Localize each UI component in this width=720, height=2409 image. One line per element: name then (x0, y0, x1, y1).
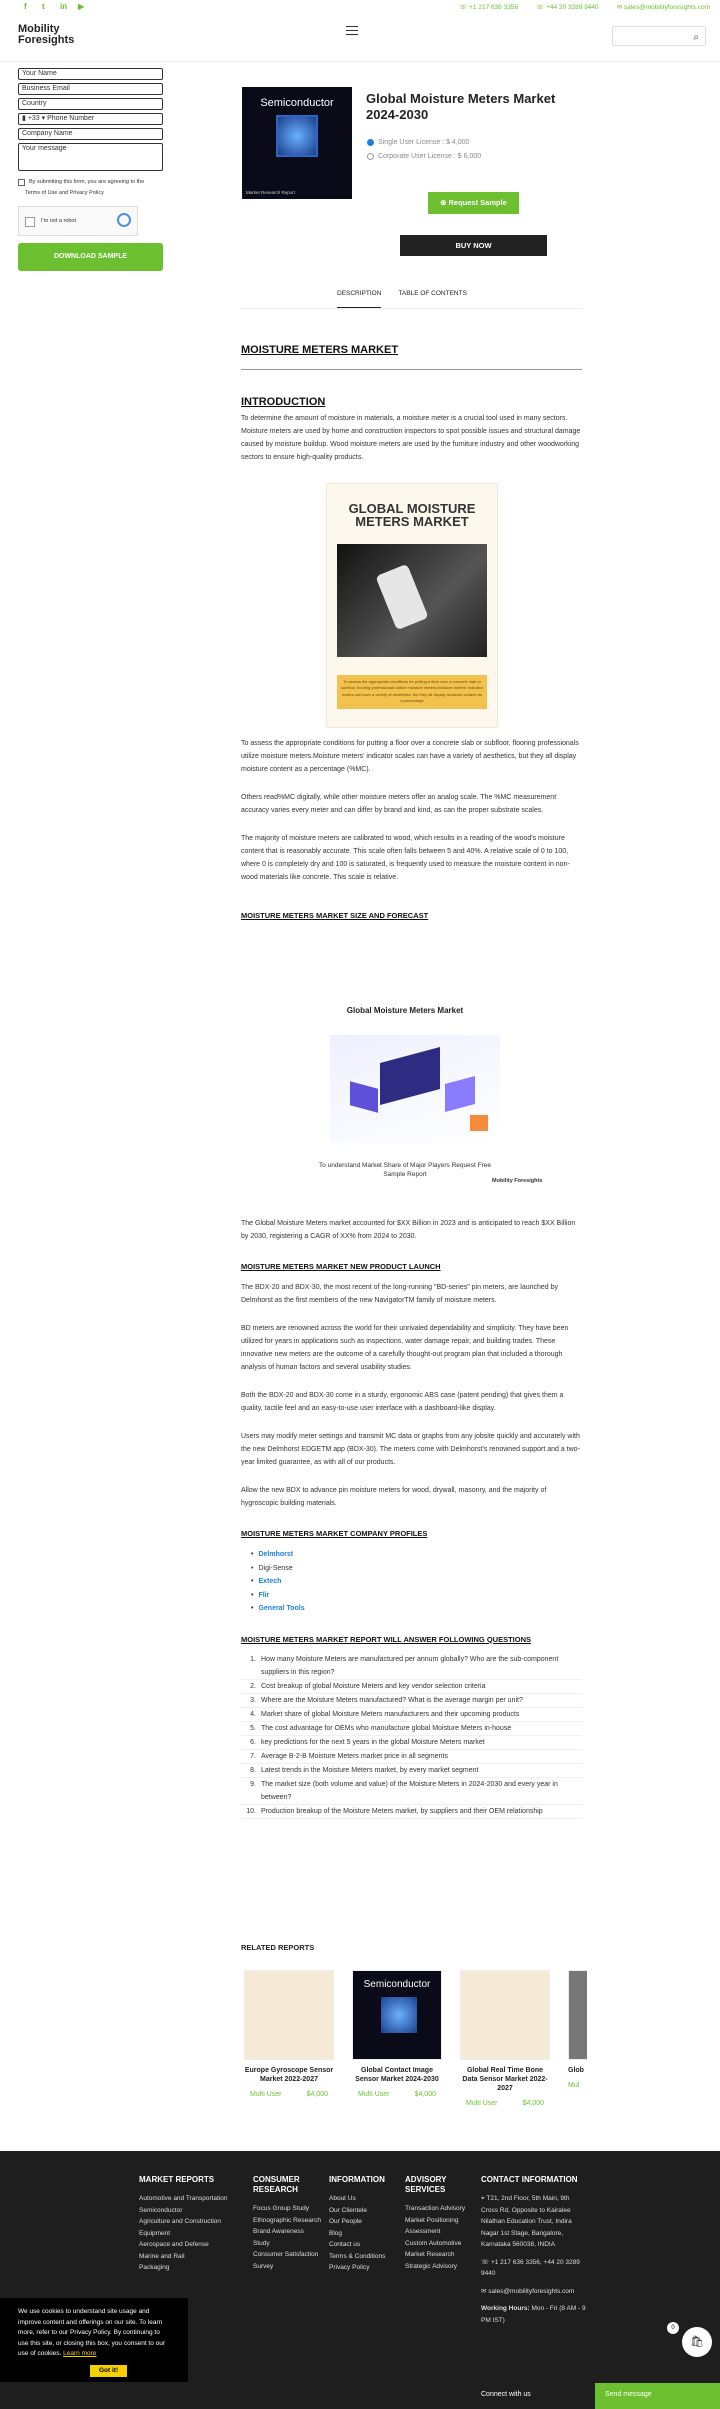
footer-link[interactable]: Aerospace and Defense (139, 2241, 209, 2248)
captcha-checkbox[interactable] (25, 217, 35, 227)
footer-consumer-research (253, 2175, 321, 2272)
paragraph-7: BD meters are renowned across the world for their unrivaled dependability and simplicity. They have been utilized for years in applications such as inspections, water damage repair, and building trades. These innovative new meters are the outcome of a carefully thought-out program plan that included a thorough analysis of human factors and several usability studies. (241, 1325, 569, 1371)
got-it-button[interactable]: Got it! (90, 2365, 127, 2378)
related-title: RELATED REPORTS (241, 1943, 315, 1952)
related-card-name[interactable]: Global Real Time Bone Data Sensor Market 2022-2027 (462, 2067, 548, 2092)
footer-heading: ADVISORY SERVICES (405, 2175, 447, 2194)
chip-icon (276, 115, 318, 157)
related-image-title: Semiconductor (363, 1979, 431, 1990)
question-text: key predictions for the next 5 years in the global Moisture Meters market (261, 1738, 485, 1746)
related-card-name[interactable]: Europe Gyroscope Sensor Market 2022-2027 (244, 2067, 334, 2083)
twitter-icon[interactable]: t (42, 2, 45, 11)
moisture-meter-photo (337, 544, 487, 657)
paragraph-5: The Global Moisture Meters market accounted for $XX Billion in 2023 and is anticipated to reach $XX Billion by 2030, registering a CAGR of XX% from 2024 to 2030. (241, 1220, 576, 1240)
footer-link[interactable]: Our People (329, 2218, 362, 2225)
question-text: The market size (both volume and value) of the Moisture Meters in 2024-2030 and every year in between? (261, 1780, 558, 1801)
product-title: Global Moisture Meters Market 2024-2030 (366, 91, 556, 122)
related-card-image (352, 1970, 442, 2060)
related-license: Multi User (358, 2091, 390, 2098)
search-icon[interactable]: ⌕ (693, 32, 699, 43)
footer-link[interactable]: Marine and Rail (139, 2252, 185, 2260)
radio-icon[interactable] (367, 153, 374, 160)
footer-link[interactable]: Focus Group Study (253, 2205, 309, 2212)
device-icon (375, 564, 428, 631)
footer-phone[interactable] (481, 2257, 586, 2280)
tab-bar (337, 289, 467, 308)
footer-hours (481, 2303, 586, 2326)
footer-link[interactable]: Agriculture and Construction Equipment (139, 2218, 222, 2237)
cookie-banner (0, 2298, 188, 2382)
product-image-footer: Market Research Report (246, 189, 296, 195)
divider (241, 369, 582, 370)
infographic-title: Global Moisture Meters Market (346, 1006, 464, 1015)
top-contacts (459, 3, 710, 13)
footer-email[interactable] (481, 2286, 586, 2298)
related-card-image (568, 1970, 587, 2060)
dashboard-shape (380, 1047, 440, 1105)
phone-field[interactable]: ▮ +33 ▾ Phone Number (18, 113, 163, 125)
footer-advisory (405, 2175, 473, 2272)
paragraph-4: The majority of moisture meters are calibrated to wood, which results in a reading of the wood's moisture content that is reasonably accurate. This scale often falls between 5 and 40%. A relative scale of 0 to 100, where 0 is completely dry and 100 is saturated, is frequently used to measure the moisture content in non-wood materials like concrete. This scale is relative. (241, 835, 570, 881)
footer-information (329, 2175, 397, 2274)
footer-link[interactable]: Ethnographic Research (253, 2216, 321, 2224)
questions-list (241, 1653, 582, 1819)
mail-icon: ✉ (481, 2287, 489, 2295)
market-banner-image (326, 483, 498, 728)
phone-icon: ☏ (481, 2258, 491, 2266)
question-number: 1. (250, 1655, 256, 1663)
send-message-button[interactable]: Send message (595, 2383, 720, 2409)
question-text: Production breakup of the Moisture Meters market, by suppliers and their OEM relationship (261, 1807, 543, 1815)
logo-line1: Mobility (18, 23, 60, 35)
footer-link[interactable]: Our Clientele (329, 2206, 367, 2214)
body-paragraphs-1 (241, 737, 582, 922)
questions-title: MOISTURE METERS MARKET REPORT WILL ANSWER FOLLOWING QUESTIONS (241, 1634, 531, 1644)
footer-link[interactable]: Blog (329, 2229, 343, 2237)
search-input[interactable] (612, 26, 706, 46)
footer-heading: MARKET REPORTS (139, 2175, 215, 2184)
footer-link[interactable]: Brand Awareness Study (253, 2228, 304, 2247)
company-item[interactable]: • Extech (251, 1575, 582, 1589)
footer-link[interactable]: Consumer Satisfaction Survey (253, 2251, 319, 2270)
question-item (241, 1694, 582, 1708)
related-card[interactable] (244, 1970, 334, 2100)
paragraph-2: To assess the appropriate conditions for putting a floor over a concrete slab or subfloor, flooring professionals utilize moisture meters.Moisture meters' indicator scales can have a variety of aesthetics, but they all display moisture content as a percentage (%MC). (241, 740, 579, 773)
footer-link[interactable]: Packaging (139, 2264, 170, 2271)
footer-link[interactable]: Transaction Advisory (405, 2205, 466, 2212)
connect-label: Connect with us (481, 2391, 531, 2398)
banner-caption: To assess the appropriate conditions for putting a floor over a concrete slab or subfloor, flooring professionals utilize moisture meters.Moisture meters' indicator scales can have a variety of aesthetics, but they all display moisture content as a percentage (337, 675, 487, 709)
chart-shape (445, 1076, 475, 1112)
footer-link[interactable]: About Us (329, 2195, 356, 2202)
footer-address (481, 2193, 586, 2251)
question-number: 9. (250, 1780, 256, 1788)
related-card-name[interactable]: Global Contact Image Sensor Market 2024-2030 (355, 2067, 439, 2083)
related-card-image (244, 1970, 334, 2060)
question-number: 2. (250, 1682, 256, 1690)
related-card[interactable] (460, 1970, 550, 2109)
buy-now-button[interactable]: BUY NOW (400, 235, 547, 256)
cart-icon[interactable]: 🛍 (682, 2327, 712, 2357)
question-item (241, 1736, 582, 1750)
captcha-label: I'm not a robot (41, 217, 76, 224)
footer-link[interactable]: Terms & Conditions (329, 2252, 386, 2260)
related-price: $4,000 (306, 2091, 328, 2098)
company-item[interactable]: • Flir (251, 1589, 582, 1603)
question-text: Average B-2-B Moisture Meters market price in all segments (261, 1752, 448, 1760)
question-item (241, 1722, 582, 1736)
related-license: Multi User (466, 2100, 498, 2107)
footer-link[interactable]: Custom Automotive Market Research (405, 2239, 462, 2258)
infographic-caption[interactable]: To understand Market Share of Major Players Request Free Sample Report (319, 1162, 491, 1178)
phone-code: +33 (27, 115, 40, 122)
footer-link[interactable]: Strategic Advisory (405, 2262, 458, 2270)
agree-row (18, 177, 163, 187)
question-number: 6. (250, 1738, 256, 1746)
body-paragraphs-2 (241, 1217, 582, 1819)
hours-text: Mon - Fri (8 AM - 9 PM IST) (481, 2305, 586, 2324)
launch-title: MOISTURE METERS MARKET NEW PRODUCT LAUNCH (241, 1262, 441, 1271)
company-list (241, 1548, 582, 1616)
sample-form (18, 68, 163, 271)
question-number: 10. (246, 1807, 256, 1815)
related-card[interactable] (568, 1970, 587, 2091)
cart-count-badge: 0 (667, 2322, 679, 2334)
footer-link[interactable]: Automotive and Transportation (139, 2195, 228, 2202)
phone-uk-text: +44 20 3289 9440 (546, 4, 599, 11)
intro-title: INTRODUCTION (241, 396, 326, 408)
infographic-logo: Mobility Foresights (492, 1178, 543, 1184)
related-license: Mul (568, 2082, 580, 2089)
related-reports (242, 1970, 587, 2140)
footer-link[interactable]: Market Positioning Assessment (405, 2216, 459, 2235)
agree-text: By submitting this form, you are agreeing to the (29, 179, 145, 185)
chip-icon (381, 1997, 417, 2033)
email-text: sales@mobilityforesights.com (488, 2287, 575, 2295)
related-card-price-row (352, 2089, 442, 2100)
request-sample-label: Request Sample (448, 198, 507, 207)
site-header (0, 14, 720, 62)
country-field[interactable]: Country (18, 98, 163, 110)
recaptcha-icon (117, 213, 131, 227)
banner-title: GLOBAL MOISTURE METERS MARKET (348, 501, 476, 529)
question-item (241, 1653, 582, 1680)
question-text: Market share of global Moisture Meters manufacturers and their upcoming products (261, 1710, 520, 1718)
isometric-illustration (330, 1035, 500, 1143)
email-field[interactable]: Business Email (18, 83, 163, 95)
question-item (241, 1708, 582, 1722)
download-sample-button[interactable]: DOWNLOAD SAMPLE (18, 243, 163, 271)
footer-link[interactable]: Contact us (329, 2241, 361, 2248)
related-license: Multi User (250, 2091, 282, 2098)
footer-heading: CONSUMER RESEARCH (253, 2175, 300, 2194)
question-number: 5. (250, 1724, 256, 1732)
radio-selected-icon[interactable] (367, 139, 374, 146)
question-item (241, 1750, 582, 1764)
question-item (241, 1764, 582, 1778)
phone-uk[interactable]: ☏ +44 20 3289 9440 (536, 4, 599, 11)
question-text: The cost advantage for OEMs who manufacture global Moisture Meters in-house (261, 1724, 512, 1732)
social-links (24, 3, 86, 11)
company-item[interactable]: • General Tools (251, 1602, 582, 1616)
person-shape (470, 1115, 488, 1131)
logo-line2: Foresights (18, 34, 75, 46)
paragraph-8: Both the BDX-20 and BDX-30 come in a sturdy, ergonomic ABS case (patent pending) that gives them a quality, tactile feel and an easy-to-use user interface with a dashboard-like display. (241, 1392, 564, 1412)
cookie-text: We use cookies to understand site usage and improve content and offerings on our site. To learn more, refer to our Privacy Policy. By continuing to use this site, or closing this box, you consent to our use of cookies. (18, 2308, 166, 2357)
email-link[interactable]: ✉ sales@mobilityforesights.com (616, 4, 710, 11)
footer-heading: INFORMATION (329, 2175, 385, 2184)
question-number: 4. (250, 1710, 256, 1718)
question-item (241, 1805, 582, 1819)
product-image-title: Semiconductor (260, 97, 334, 109)
tab-table-of-contents[interactable]: TABLE OF CONTENTS (398, 290, 467, 297)
related-card-price-row (460, 2098, 550, 2109)
agree-checkbox[interactable] (18, 179, 25, 186)
hours-label: Working Hours: (481, 2305, 530, 2312)
question-text: Cost breakup of global Moisture Meters and key vendor selection criteria (261, 1682, 486, 1690)
related-card-name[interactable]: Glob (568, 2067, 584, 2074)
youtube-icon[interactable]: ▶ (78, 2, 85, 11)
question-item (241, 1680, 582, 1694)
menu-icon[interactable] (346, 26, 358, 35)
paragraph-3: Others read%MC digitally, while other moisture meters offer an analog scale. The %MC measurement accuracy varies every meter and can differ by brand and kind, as can the proper substrate scales. (241, 794, 557, 814)
linkedin-icon[interactable]: in (60, 2, 68, 11)
email-text: sales@mobilityforesights.com (623, 4, 710, 11)
related-card-price-row (244, 2089, 334, 2100)
phone-us-text: +1 217 636 3356 (469, 4, 519, 11)
flag-icon[interactable]: ▮ (22, 115, 26, 122)
question-text: Where are the Moisture Meters manufactured? What is the average margin per unit? (261, 1696, 523, 1704)
related-price: $4,000 (414, 2091, 436, 2098)
tab-description[interactable]: DESCRIPTION (337, 289, 381, 308)
license-corporate[interactable] (367, 151, 481, 162)
recaptcha[interactable] (18, 206, 138, 236)
question-number: 3. (250, 1696, 256, 1704)
facebook-icon[interactable]: f (24, 2, 27, 11)
question-item (241, 1778, 582, 1805)
phone-placeholder: Phone Number (47, 115, 95, 122)
name-field[interactable]: Your Name (18, 68, 163, 80)
footer-heading: CONTACT INFORMATION (481, 2175, 578, 2184)
size-forecast-title: MOISTURE METERS MARKET SIZE AND FORECAST (241, 911, 429, 920)
address-text: T21, 2nd Floor, 5th Main, 9th Cross Rd, Opposite to Kairalee Nilathan Education Trust, Indira Nagar 1st Stage, Bangalore, Karnataka 560038, INDIA (481, 2195, 572, 2248)
tab-divider (241, 308, 582, 309)
paragraph-9: Users may modify meter settings and transmit MC data or graphs from any jobsite quickly and accurately with the new Delmhorst EDGETM app (BDX-30). The meters come with Delmhorst's renowned support and a two-year limited guarantee, as with all of our products. (241, 1433, 580, 1466)
related-price: $4,000 (522, 2100, 544, 2107)
site-logo[interactable] (18, 24, 74, 46)
license-single[interactable] (367, 137, 469, 148)
license-corporate-label: Corporate User License : $ 6,000 (378, 153, 482, 160)
phone-us[interactable]: ☏ +1 217 636 3356 (459, 4, 519, 11)
intro-paragraph: To determine the amount of moisture in materials, a moisture meter is a crucial tool used in many sectors. Moisture meters are used by home and construction inspectors to spot possible issues and structural damage caused by moisture buildup. Wood moisture meters are used by the furniture industry and other woodworking sectors to ensure high-quality products. (241, 414, 581, 461)
terms-link[interactable]: Terms of Use and Privacy Policy (25, 190, 104, 196)
question-text: Latest trends in the Moisture Meters market, by every market segment (261, 1766, 479, 1774)
question-number: 7. (250, 1752, 256, 1760)
company-item[interactable]: • Delmhorst (251, 1548, 582, 1562)
related-card-image (460, 1970, 550, 2060)
profiles-title: MOISTURE METERS MARKET COMPANY PROFILES (241, 1529, 428, 1538)
learn-more-link[interactable]: Learn more (63, 2350, 97, 2357)
paragraph-10: Allow the new BDX to advance pin moisture meters for wood, drywall, masonry, and the majority of hygroscopic building materials. (241, 1487, 547, 1507)
paragraph-6: The BDX-20 and BDX-30, the most recent of the long-running "BD-series" pin meters, are launched by Delmhorst as the first members of the new NavigatorTM family of moisture meters. (241, 1284, 559, 1304)
footer-link[interactable]: Semiconductor (139, 2206, 183, 2214)
top-bar (0, 0, 720, 14)
intro-section (241, 394, 582, 464)
license-single-label: Single User License : $ 4,000 (378, 139, 470, 146)
market-heading (241, 342, 582, 360)
footer-market-reports (139, 2175, 239, 2274)
related-card-price-row (568, 2080, 587, 2091)
question-number: 8. (250, 1766, 256, 1774)
location-icon: ⌖ (481, 2195, 487, 2202)
company-field[interactable]: Company Name (18, 128, 163, 140)
request-sample-button[interactable]: ⊕ Request Sample (428, 192, 519, 214)
question-text: How many Moisture Meters are manufactured per annum globally? Who are the sub-component suppliers in this region? (261, 1655, 559, 1676)
market-title: MOISTURE METERS MARKET (241, 344, 399, 356)
footer-contact (481, 2175, 586, 2326)
message-field[interactable]: Your message (18, 143, 163, 171)
panel-shape (350, 1081, 378, 1113)
footer-link[interactable]: Privacy Policy (329, 2264, 370, 2271)
product-image (242, 87, 352, 199)
company-item: • Digi-Sense (251, 1562, 582, 1576)
phone-text: +1 217 636 3356, +44 20 3289 9440 (481, 2258, 580, 2277)
related-card[interactable] (352, 1970, 442, 2100)
